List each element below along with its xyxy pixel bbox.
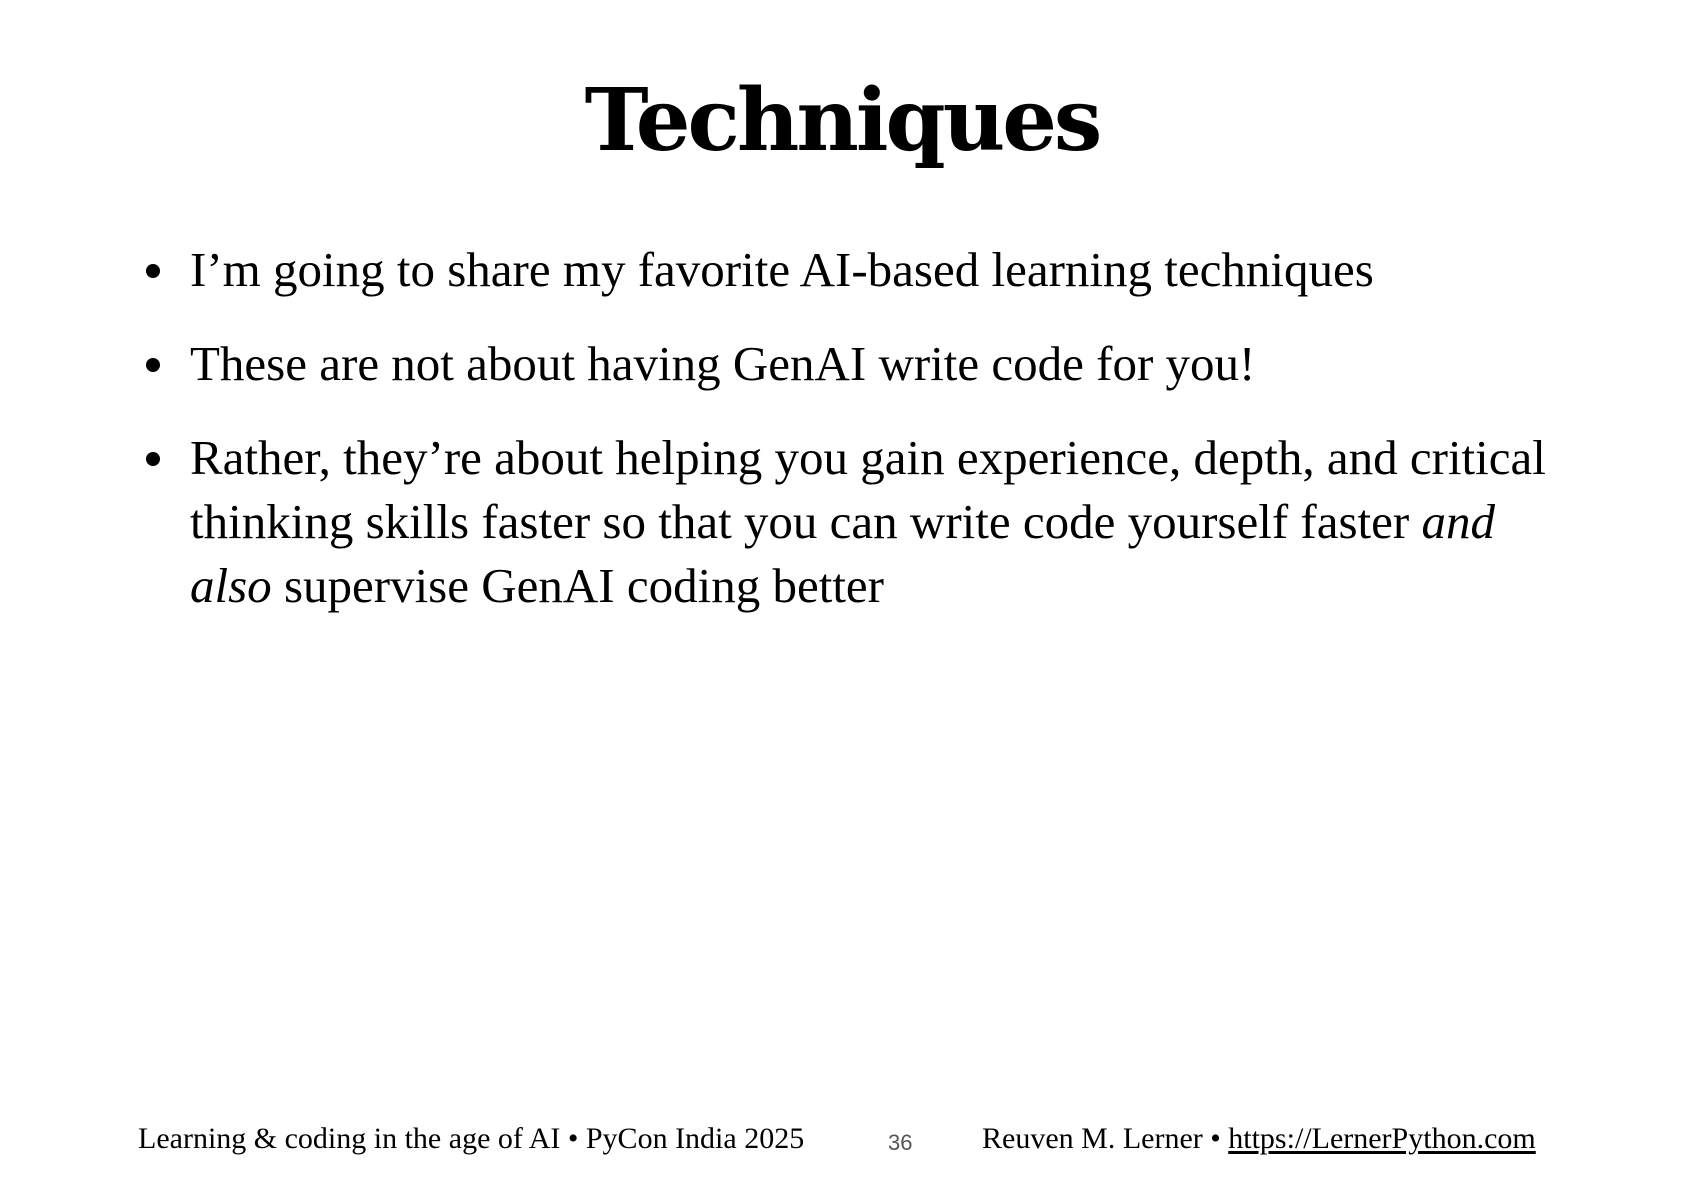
bullet-item <box>140 332 1560 396</box>
bullet-text-before: Rather, they’re about helping you gain experience, depth, and critical thinking skills faster so that you can write code yourself faster <box>190 430 1546 549</box>
bullet-emphasis: and also <box>190 494 1495 613</box>
bullet-item <box>140 426 1560 618</box>
bullet-text: I’m going to share my favorite AI-based learning techniques <box>190 242 1374 297</box>
bullet-list <box>140 238 1560 648</box>
page-number: 36 <box>888 1130 913 1155</box>
footer-talk-title: Learning & coding in the age of AI • PyCon India 2025 <box>138 1122 805 1155</box>
slide-title: Techniques <box>584 70 1100 171</box>
bullet-text: These are not about having GenAI write code for you! <box>190 336 1256 391</box>
bullet-dot-icon <box>146 264 160 278</box>
slide-footer <box>0 1122 1684 1162</box>
bullet-dot-icon <box>146 452 160 466</box>
bullet-text-after: supervise GenAI coding better <box>271 558 884 613</box>
bullet-item <box>140 238 1560 302</box>
footer-author: Reuven M. Lerner • <box>982 1122 1229 1155</box>
footer-website-link[interactable]: https://LernerPython.com <box>1228 1122 1536 1155</box>
footer-author-block <box>982 1122 1536 1156</box>
bullet-dot-icon <box>146 358 160 372</box>
